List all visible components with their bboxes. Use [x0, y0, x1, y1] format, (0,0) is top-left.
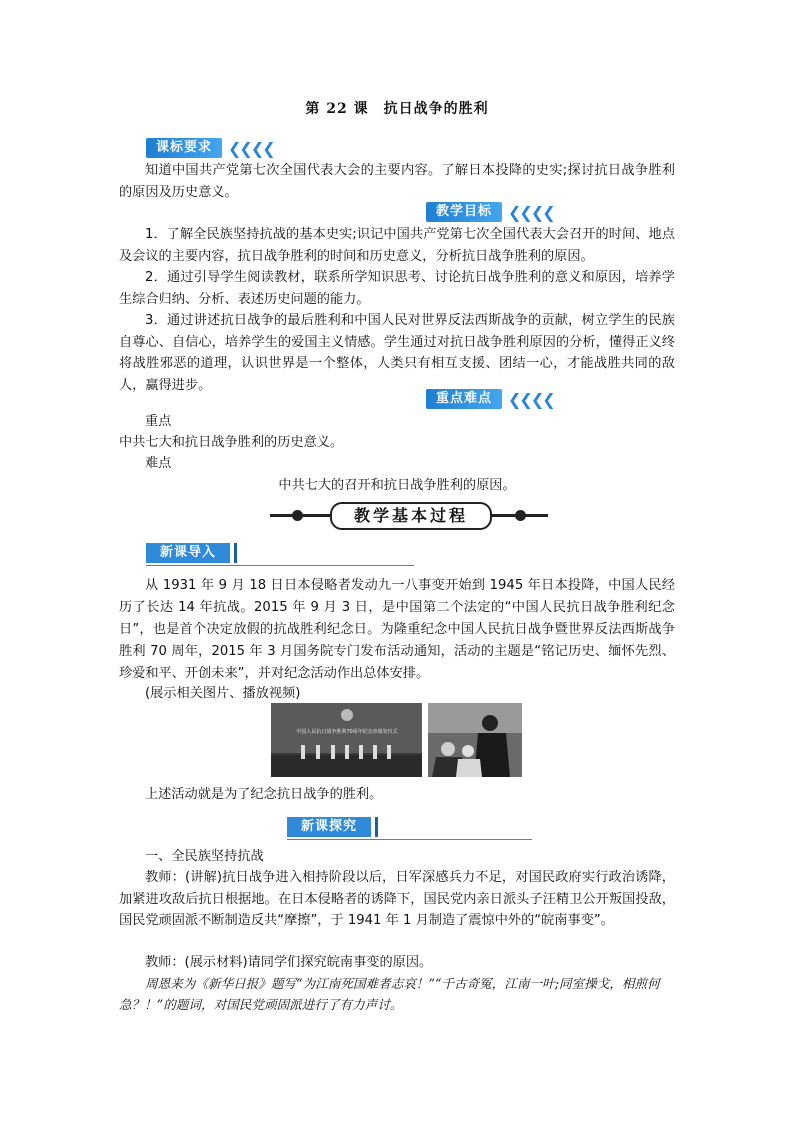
intro-section-header [146, 543, 237, 563]
objective-1: 1．了解全民族坚持抗战的基本史实;识记中国共产党第七次全国代表大会召开的时间、地点及会议的主要内容，抗日战争胜利的时间和历史意义，分析抗日战争胜利的原因。 [119, 227, 675, 264]
difficulty-text: 中共七大的召开和抗日战争胜利的原因。 [278, 478, 516, 493]
objectives-banner [426, 202, 554, 222]
explore-paragraph-2: 教师：(展示材料)请同学们探究皖南事变的原因。 [145, 955, 433, 970]
quote-material: 周恩来为《新华日报》题写“为江南死国难者志哀！”“千古奇冤，江南一叶;同室操戈，相煎何急？！”的题词，对国民党顽固派进行了有力声讨。 [119, 976, 660, 1012]
keypoints-banner [426, 389, 554, 409]
difficulty-label: 难点 [145, 456, 172, 471]
objective-2: 2．通过引导学生阅读教材，联系所学知识思考、讨论抗日战争胜利的意义和原因，培养学生综合归纳、分析、表述历史问题的能力。 [119, 270, 675, 307]
objective-3: 3．通过讲述抗日战争的最后胜利和中国人民对世界反法西斯战争的贡献，树立学生的民族自尊心、自信心，培养学生的爱国主义情感。学生通过对抗日战争胜利原因的分析，懂得正义终将战胜邪恶的道理，认识世界是一个整体，人类只有相互支援、团结一心，才能战胜共同的敌人，赢得进步。 [119, 313, 675, 393]
explore-section-header [287, 817, 378, 837]
ceremony-photo [271, 703, 422, 777]
explore-section-label: 新课探究 [287, 817, 371, 837]
curriculum-text: 知道中国共产党第七次全国代表大会的主要内容。了解日本投降的史实;探讨抗日战争胜利的原因及历史意义。 [119, 163, 675, 200]
page-title: 第 22 课 抗日战争的胜利 [305, 101, 489, 117]
chevron-left-icon: ❮❮❮❮ [508, 202, 554, 222]
photo-caption: 中国人民抗日战争胜利70周年纪念章颁发仪式 [296, 729, 398, 735]
intro-text: 从 1931 年 9 月 18 日日本侵略者发动九一八事变开始到 1945 年日本投降，中国人民经历了长达 14 年抗战。2015 年 9 月 3 日，是中国第二个法定的“中国人民抗日战争胜利纪念日”，也是首个决定放假的抗战胜利纪念日。为隆重纪念中国人民抗日战争暨世界反法西斯战争胜利 70 周年，2015 年 3 月国务院专门发布活动通知，活动的主题是“铭记历史、缅怀先烈、珍爱和平、开创未来”，并对纪念活动作出总体安排。 [119, 578, 675, 681]
objectives-banner-label: 教学目标 [426, 202, 502, 222]
intro-section-label: 新课导入 [146, 543, 230, 563]
intro-show: (展示相关图片、播放视频) [145, 686, 301, 701]
chevron-left-icon: ❮❮❮❮ [508, 389, 554, 409]
process-header [270, 502, 548, 528]
curriculum-banner-label: 课标要求 [146, 138, 222, 158]
keypoints-banner-label: 重点难点 [426, 389, 502, 409]
ornament-icon [292, 510, 303, 521]
chevron-left-icon: ❮❮❮❮ [228, 138, 274, 158]
medal-photo [428, 703, 522, 777]
ornament-icon [515, 510, 526, 521]
explore-paragraph-1: 教师：(讲解)抗日战争进入相持阶段以后，日军深感兵力不足，对国民政府实行政治诱降，加紧进攻敌后抗日根据地。在日本侵略者的诱降下，国民党内亲日派头子汪精卫公开叛国投敌，国民党顽固派不断制造反共“摩擦”，于 1941 年 1 月制造了震惊中外的“皖南事变”。 [119, 870, 675, 928]
explore-heading: 一、全民族坚持抗战 [145, 849, 264, 864]
intro-after: 上述活动就是为了纪念抗日战争的胜利。 [145, 787, 383, 802]
curriculum-banner [146, 138, 274, 158]
key-label: 重点 [145, 414, 172, 429]
key-text: 中共七大和抗日战争胜利的历史意义。 [119, 435, 344, 450]
process-header-label: 教学基本过程 [330, 502, 492, 530]
